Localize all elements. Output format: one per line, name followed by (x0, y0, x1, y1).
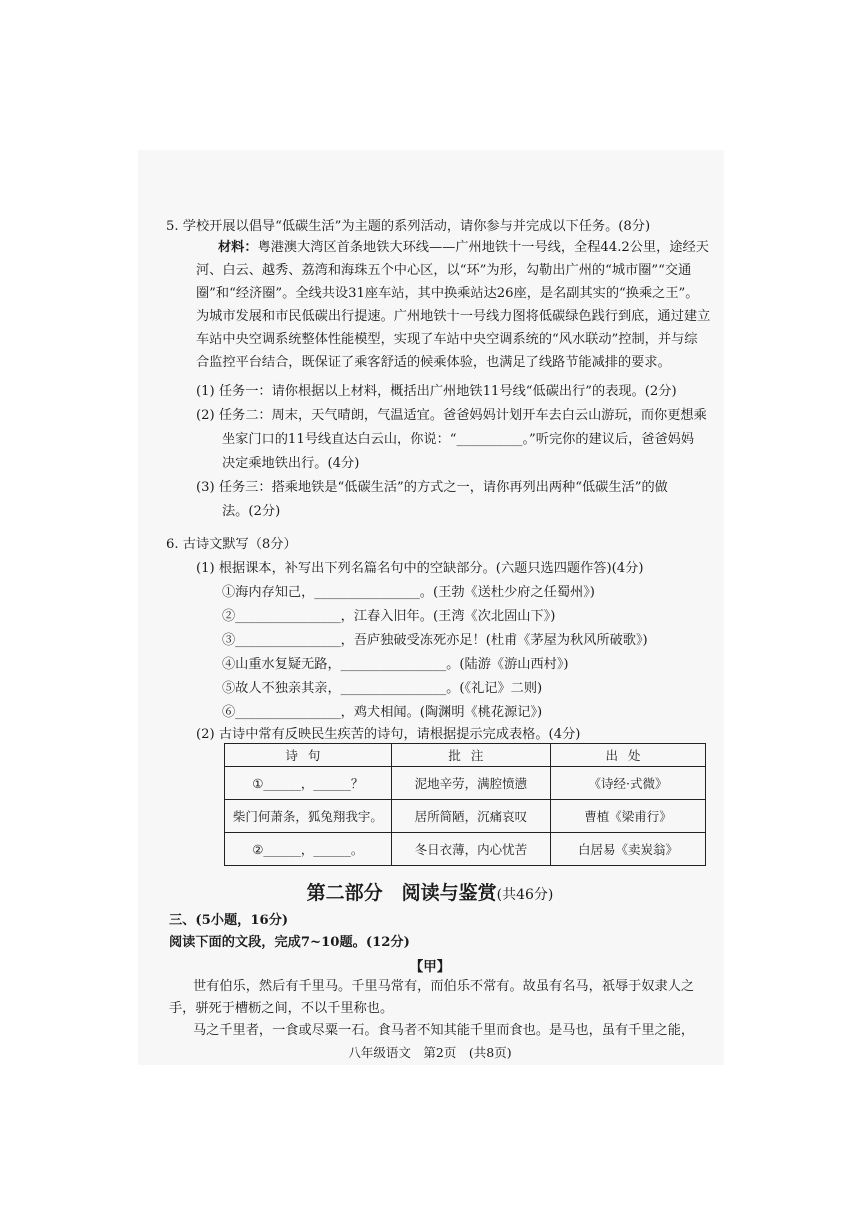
table-row (225, 767, 706, 800)
table-cell: 居所简陋，沉痛哀叹 (391, 800, 550, 833)
q6-item-2: ②________________，江春入旧年。(王湾《次北固山下》) (222, 609, 556, 624)
q6-part1: (1) 根据课本，补写出下列名篇名句中的空缺部分。(六题只选四题作答)(4分) (196, 561, 644, 576)
q5-stem: 5. 学校开展以倡导“低碳生活”为主题的系列活动，请你参与并完成以下任务。(8分) (166, 219, 651, 234)
q6-item-4: ④山重水复疑无路，________________。(陆游《游山西村》) (222, 657, 569, 672)
q5-material-line-2: 河、白云、越秀、荔湾和海珠五个中心区，以“环”为形，勾勒出广州的“城市圈”“交通 (196, 263, 692, 278)
section3-instruction: 阅读下面的文段，完成7~10题。(12分) (169, 935, 410, 950)
table-header-row (225, 744, 706, 767)
passage-line-1: 世有伯乐，然后有千里马。千里马常有，而伯乐不常有。故虽有名马，祇辱于奴隶人之 (193, 979, 695, 994)
passage-line-3: 马之千里者，一食或尽粟一石。食马者不知其能千里而食也。是马也，虽有千里之能， (193, 1023, 695, 1038)
q5-task-2-cont2: 决定乘地铁出行。(4分) (222, 456, 360, 471)
poem-table (224, 743, 706, 866)
q5-task-1: (1) 任务一：请你根据以上材料，概括出广州地铁11号线“低碳出行”的表现。(2分) (196, 384, 677, 399)
passage-label: 【甲】 (409, 959, 451, 975)
q5-task-2: (2) 任务二：周末，天气晴朗，气温适宜。爸爸妈妈计划开车去白云山游玩，而你更想乘 (196, 408, 707, 423)
q6-item-6: ⑥________________，鸡犬相闻。(陶渊明《桃花源记》) (222, 705, 543, 720)
q6-stem: 6. 古诗文默写（8分） (166, 537, 297, 552)
table-header: 诗句 (225, 744, 392, 767)
q5-material-line-3: 圈”和“经济圈”。全线共设31座车站，其中换乘站达26座，是名副其实的“换乘之王”。 (196, 286, 699, 301)
table-cell: 白居易《卖炭翁》 (551, 833, 706, 866)
page-footer: 八年级语文 第2页 (共8页) (348, 1045, 512, 1060)
section3-heading: 三、(5小题，16分) (169, 913, 289, 928)
table-cell: 冬日衣薄，内心忧苦 (391, 833, 550, 866)
table-cell: 泥地辛劳，满腔愤懑 (391, 767, 550, 800)
table-cell: 曹植《梁甫行》 (551, 800, 706, 833)
q5-material-line-5: 车站中央空调系统整体性能模型，实现了车站中央空调系统的“风水联动”控制，并与综 (196, 332, 698, 347)
part2-title: 第二部分 阅读与鉴赏(共46分) (306, 882, 554, 904)
q5-material-line-4: 为城市发展和市民低碳出行提速。广州地铁十一号线力图将低碳绿色践行到底，通过建立 (196, 309, 711, 324)
table-cell: ②______，______。 (225, 833, 392, 866)
table-row (225, 833, 706, 866)
table-header: 批注 (391, 744, 550, 767)
q6-item-3: ③________________，吾庐独破受冻死亦足！(杜甫《茅屋为秋风所破歌》) (222, 633, 648, 648)
passage-line-2: 手，骈死于槽枥之间，不以千里称也。 (169, 1001, 394, 1016)
part2-score: (共46分) (496, 887, 554, 903)
table-row (225, 800, 706, 833)
table-cell: ①______，______？ (225, 767, 392, 800)
q5-material-line-1: 材料：粤港澳大湾区首条地铁大环线——广州地铁十一号线，全程44.2公里，途经天 (218, 240, 709, 255)
q5-task-3-cont: 法。(2分) (222, 504, 281, 519)
q6-part2: (2) 古诗中常有反映民生疾苦的诗句，请根据提示完成表格。(4分) (196, 727, 581, 742)
q5-task-3: (3) 任务三：搭乘地铁是“低碳生活”的方式之一，请你再列出两种“低碳生活”的做 (196, 480, 668, 495)
material-label: 材料： (218, 240, 258, 255)
table-header: 出处 (551, 744, 706, 767)
q5-material-line-6: 合监控平台结合，既保证了乘客舒适的候乘体验，也满足了线路节能减排的要求。 (196, 355, 671, 370)
q6-item-1: ①海内存知己，________________。(王勃《送杜少府之任蜀州》) (222, 585, 595, 600)
table-cell: 柴门何萧条，狐兔翔我宇。 (225, 800, 392, 833)
table-cell: 《诗经·式微》 (551, 767, 706, 800)
q5-task-2-cont: 坐家门口的11号线直达白云山，你说：“__________。”听完你的建议后，爸爸妈妈 (222, 432, 695, 447)
q6-item-5: ⑤故人不独亲其亲，________________。(《礼记》二则) (222, 681, 543, 696)
